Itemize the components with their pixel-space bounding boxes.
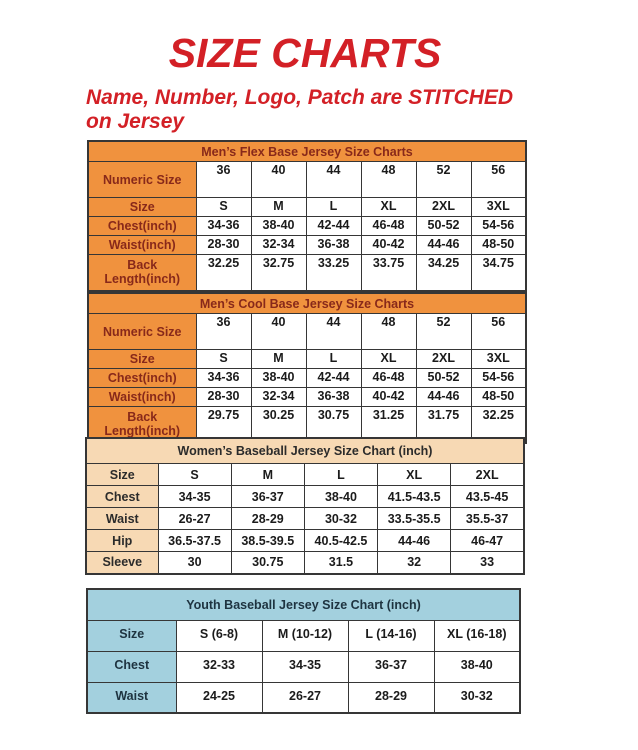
- data-cell: 43.5-45: [451, 486, 524, 508]
- table-row: [88, 217, 526, 236]
- data-cell: 42-44: [306, 217, 361, 236]
- data-cell: 46-48: [361, 369, 416, 388]
- table-row: [87, 651, 520, 682]
- data-cell: 30.75: [306, 407, 361, 443]
- table-row: [86, 530, 524, 552]
- data-cell: L: [304, 464, 377, 486]
- data-cell: 30-32: [434, 682, 520, 713]
- data-cell: 33.5-35.5: [378, 508, 451, 530]
- table-row: [88, 388, 526, 407]
- row-label-cell: Waist: [86, 508, 158, 530]
- data-cell: 3XL: [471, 350, 526, 369]
- row-label-cell: Back Length(inch): [88, 255, 196, 291]
- table-title-row: [88, 293, 526, 314]
- data-cell: 40: [251, 314, 306, 350]
- table-row: [86, 552, 524, 574]
- table-row: [86, 486, 524, 508]
- mens-flex-base-size-chart: [87, 140, 527, 292]
- data-cell: S: [196, 350, 251, 369]
- data-cell: L (14-16): [348, 620, 434, 651]
- data-cell: 54-56: [471, 369, 526, 388]
- data-cell: 31.5: [304, 552, 377, 574]
- row-label-cell: Waist(inch): [88, 388, 196, 407]
- table-row: [86, 508, 524, 530]
- data-cell: 34.25: [416, 255, 471, 291]
- data-cell: 28-29: [231, 508, 304, 530]
- size-table-youth-baseball: [86, 588, 521, 714]
- data-cell: 56: [471, 162, 526, 198]
- data-cell: 36.5-37.5: [158, 530, 231, 552]
- data-cell: 54-56: [471, 217, 526, 236]
- data-cell: 46-47: [451, 530, 524, 552]
- data-cell: 52: [416, 162, 471, 198]
- data-cell: 29.75: [196, 407, 251, 443]
- row-label-cell: Size: [87, 620, 176, 651]
- data-cell: 34-35: [158, 486, 231, 508]
- table-title: Women’s Baseball Jersey Size Chart (inch): [86, 438, 524, 464]
- data-cell: 32-34: [251, 388, 306, 407]
- table-title: Men’s Cool Base Jersey Size Charts: [88, 293, 526, 314]
- table-row: [88, 162, 526, 198]
- data-cell: 31.25: [361, 407, 416, 443]
- data-cell: XL (16-18): [434, 620, 520, 651]
- row-label-cell: Size: [88, 350, 196, 369]
- data-cell: M: [251, 198, 306, 217]
- data-cell: 30: [158, 552, 231, 574]
- data-cell: 44: [306, 314, 361, 350]
- data-cell: L: [306, 350, 361, 369]
- data-cell: 40-42: [361, 388, 416, 407]
- data-cell: 36: [196, 314, 251, 350]
- data-cell: 2XL: [416, 350, 471, 369]
- data-cell: 32.25: [196, 255, 251, 291]
- data-cell: S: [158, 464, 231, 486]
- table-row: [88, 255, 526, 291]
- size-table-womens-baseball: [85, 437, 525, 575]
- page-subtitle: [86, 86, 586, 133]
- data-cell: 40: [251, 162, 306, 198]
- data-cell: 36-38: [306, 236, 361, 255]
- page-subtitle-line1: Name, Number, Logo, Patch are STITCHED: [86, 86, 514, 109]
- data-cell: 31.75: [416, 407, 471, 443]
- data-cell: 38-40: [251, 369, 306, 388]
- page-subtitle-line2: on Jersey: [86, 109, 185, 133]
- youth-baseball-size-chart: [86, 588, 521, 714]
- data-cell: XL: [378, 464, 451, 486]
- data-cell: 46-48: [361, 217, 416, 236]
- data-cell: 26-27: [158, 508, 231, 530]
- data-cell: 50-52: [416, 217, 471, 236]
- data-cell: 32: [378, 552, 451, 574]
- data-cell: 48: [361, 162, 416, 198]
- data-cell: S (6-8): [176, 620, 262, 651]
- data-cell: 48: [361, 314, 416, 350]
- data-cell: 38-40: [434, 651, 520, 682]
- row-label-cell: Waist(inch): [88, 236, 196, 255]
- table-row: [87, 620, 520, 651]
- data-cell: 41.5-43.5: [378, 486, 451, 508]
- data-cell: 38-40: [251, 217, 306, 236]
- data-cell: 44-46: [378, 530, 451, 552]
- data-cell: 28-29: [348, 682, 434, 713]
- row-label-cell: Sleeve: [86, 552, 158, 574]
- data-cell: 26-27: [262, 682, 348, 713]
- table-row: [87, 682, 520, 713]
- data-cell: 44-46: [416, 388, 471, 407]
- data-cell: S: [196, 198, 251, 217]
- data-cell: 24-25: [176, 682, 262, 713]
- row-label-cell: Numeric Size: [88, 162, 196, 198]
- row-label-cell: Chest: [86, 486, 158, 508]
- data-cell: 34.75: [471, 255, 526, 291]
- data-cell: 34-36: [196, 369, 251, 388]
- data-cell: 52: [416, 314, 471, 350]
- data-cell: 34-35: [262, 651, 348, 682]
- data-cell: 32.75: [251, 255, 306, 291]
- data-cell: 36-38: [306, 388, 361, 407]
- row-label-cell: Size: [86, 464, 158, 486]
- data-cell: 38-40: [304, 486, 377, 508]
- data-cell: M: [251, 350, 306, 369]
- data-cell: M: [231, 464, 304, 486]
- data-cell: 32-33: [176, 651, 262, 682]
- data-cell: 32-34: [251, 236, 306, 255]
- data-cell: 2XL: [451, 464, 524, 486]
- table-row: [88, 314, 526, 350]
- table-row: [88, 350, 526, 369]
- table-row: [88, 369, 526, 388]
- womens-baseball-size-chart: [85, 437, 525, 575]
- row-label-cell: Waist: [87, 682, 176, 713]
- data-cell: 36: [196, 162, 251, 198]
- row-label-cell: Hip: [86, 530, 158, 552]
- table-title-row: [87, 589, 520, 620]
- table-row: [88, 198, 526, 217]
- data-cell: 33: [451, 552, 524, 574]
- data-cell: 28-30: [196, 388, 251, 407]
- mens-cool-base-size-chart: [87, 292, 527, 444]
- row-label-cell: Back Length(inch): [88, 407, 196, 443]
- data-cell: 33.25: [306, 255, 361, 291]
- data-cell: 48-50: [471, 236, 526, 255]
- data-cell: 2XL: [416, 198, 471, 217]
- table-title: Men’s Flex Base Jersey Size Charts: [88, 141, 526, 162]
- table-title: Youth Baseball Jersey Size Chart (inch): [87, 589, 520, 620]
- data-cell: 34-36: [196, 217, 251, 236]
- data-cell: L: [306, 198, 361, 217]
- row-label-cell: Chest: [87, 651, 176, 682]
- size-table-mens-cool-base: [87, 292, 527, 444]
- data-cell: 30.25: [251, 407, 306, 443]
- data-cell: 40.5-42.5: [304, 530, 377, 552]
- row-label-cell: Size: [88, 198, 196, 217]
- row-label-cell: Chest(inch): [88, 369, 196, 388]
- data-cell: 40-42: [361, 236, 416, 255]
- data-cell: 30-32: [304, 508, 377, 530]
- data-cell: 50-52: [416, 369, 471, 388]
- data-cell: 30.75: [231, 552, 304, 574]
- data-cell: 44: [306, 162, 361, 198]
- table-title-row: [88, 141, 526, 162]
- data-cell: 44-46: [416, 236, 471, 255]
- data-cell: 28-30: [196, 236, 251, 255]
- data-cell: 35.5-37: [451, 508, 524, 530]
- data-cell: 56: [471, 314, 526, 350]
- data-cell: 3XL: [471, 198, 526, 217]
- data-cell: 36-37: [348, 651, 434, 682]
- data-cell: 38.5-39.5: [231, 530, 304, 552]
- data-cell: 48-50: [471, 388, 526, 407]
- row-label-cell: Chest(inch): [88, 217, 196, 236]
- data-cell: M (10-12): [262, 620, 348, 651]
- table-row: [86, 464, 524, 486]
- data-cell: 36-37: [231, 486, 304, 508]
- row-label-cell: Numeric Size: [88, 314, 196, 350]
- page-title: SIZE CHARTS: [168, 30, 442, 76]
- data-cell: 33.75: [361, 255, 416, 291]
- data-cell: 42-44: [306, 369, 361, 388]
- table-title-row: [86, 438, 524, 464]
- data-cell: XL: [361, 198, 416, 217]
- data-cell: XL: [361, 350, 416, 369]
- table-row: [88, 236, 526, 255]
- data-cell: 32.25: [471, 407, 526, 443]
- size-table-mens-flex-base: [87, 140, 527, 292]
